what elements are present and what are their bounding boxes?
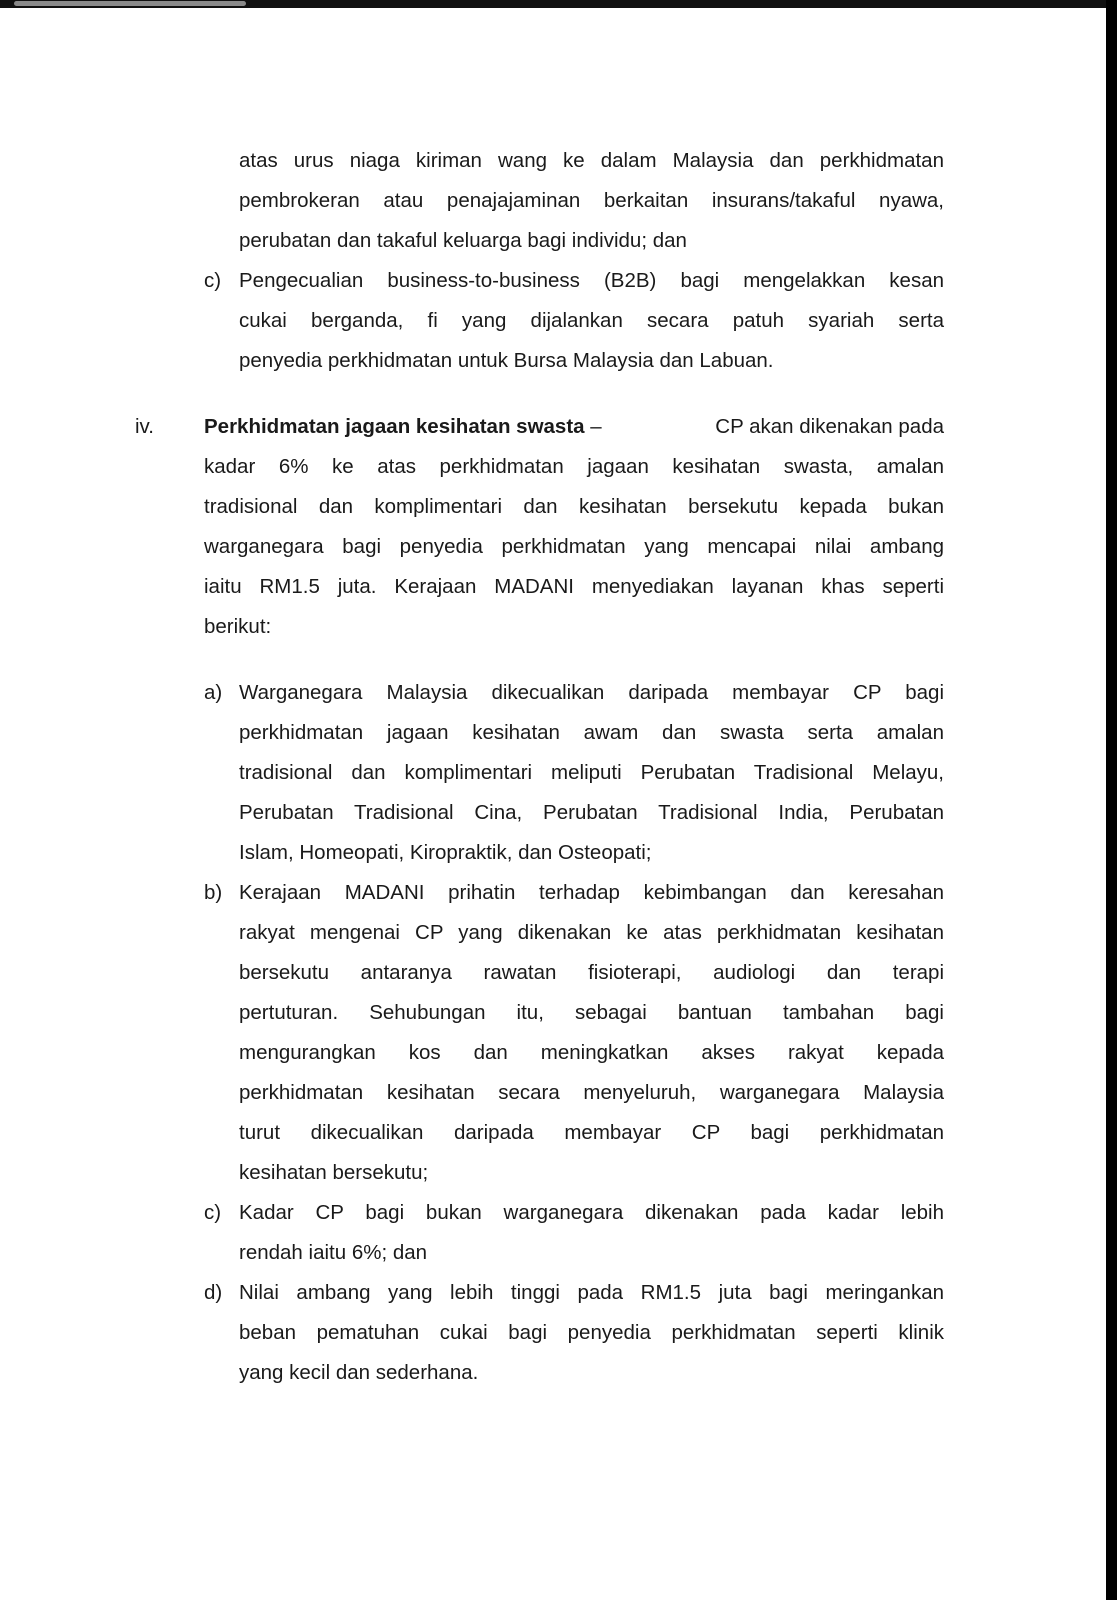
continuation-line: perubatan dan takaful keluarga bagi individu; dan <box>239 229 687 252</box>
list-item-line: Islam, Homeopati, Kiropraktik, dan Osteopati; <box>239 841 652 864</box>
list-marker: c) <box>204 1201 222 1224</box>
list-item-line: perkhidmatan kesihatan secara menyeluruh, warganegara Malaysia <box>239 1081 944 1104</box>
list-marker: c) <box>204 269 222 292</box>
list-item-line: Kadar CP bagi bukan warganegara dikenakan pada kadar lebih <box>239 1201 944 1224</box>
heading-dash: – <box>584 415 608 438</box>
list-marker: a) <box>204 681 223 704</box>
scroll-indicator <box>14 1 246 6</box>
list-item-line: rakyat mengenai CP yang dikenakan ke atas perkhidmatan kesihatan <box>239 921 944 944</box>
section-heading-line <box>204 407 944 447</box>
list-item-line: pertuturan. Sehubungan itu, sebagai bantuan tambahan bagi <box>239 1001 944 1024</box>
list-item-line: Pengecualian business-to-business (B2B) bagi mengelakkan kesan <box>239 269 944 292</box>
list-item-line: bersekutu antaranya rawatan fisioterapi, audiologi dan terapi <box>239 961 944 984</box>
section-heading-group <box>204 407 607 447</box>
continuation-line: atas urus niaga kiriman wang ke dalam Malaysia dan perkhidmatan <box>239 149 944 172</box>
list-item-line: mengurangkan kos dan meningkatkan akses rakyat kepada <box>239 1041 944 1064</box>
section-heading: Perkhidmatan jagaan kesihatan swasta <box>204 415 585 438</box>
section-paragraph-line: CP akan dikenakan pada <box>715 415 944 438</box>
viewer-right-edge <box>1106 0 1117 1600</box>
document-page <box>0 8 1106 1600</box>
list-item-line: rendah iaitu 6%; dan <box>239 1241 428 1264</box>
list-item-line: Nilai ambang yang lebih tinggi pada RM1.5 juta bagi meringankan <box>239 1281 944 1304</box>
list-item-line: Warganegara Malaysia dikecualikan daripada membayar CP bagi <box>239 681 944 704</box>
section-paragraph-line: tradisional dan komplimentari dan kesihatan bersekutu kepada bukan <box>204 495 944 518</box>
viewer-top-bar <box>0 0 1117 8</box>
list-item-line: Kerajaan MADANI prihatin terhadap kebimbangan dan keresahan <box>239 881 944 904</box>
section-numeral: iv. <box>135 415 154 438</box>
list-item-line: turut dikecualikan daripada membayar CP bagi perkhidmatan <box>239 1121 944 1144</box>
continuation-line: pembrokeran atau penajajaminan berkaitan insurans/takaful nyawa, <box>239 189 944 212</box>
section-paragraph-line: kadar 6% ke atas perkhidmatan jagaan kesihatan swasta, amalan <box>204 455 944 478</box>
list-item-line: perkhidmatan jagaan kesihatan awam dan swasta serta amalan <box>239 721 944 744</box>
section-paragraph-line: berikut: <box>204 615 272 638</box>
list-item-line: Perubatan Tradisional Cina, Perubatan Tradisional India, Perubatan <box>239 801 944 824</box>
list-item-line: kesihatan bersekutu; <box>239 1161 429 1184</box>
list-marker: b) <box>204 881 223 904</box>
list-item-line: beban pematuhan cukai bagi penyedia perkhidmatan seperti klinik <box>239 1321 944 1344</box>
list-item-line: tradisional dan komplimentari meliputi Perubatan Tradisional Melayu, <box>239 761 944 784</box>
list-item-line: yang kecil dan sederhana. <box>239 1361 479 1384</box>
section-paragraph-line: warganegara bagi penyedia perkhidmatan yang mencapai nilai ambang <box>204 535 944 558</box>
section-paragraph-line: iaitu RM1.5 juta. Kerajaan MADANI menyediakan layanan khas seperti <box>204 575 944 598</box>
list-marker: d) <box>204 1281 223 1304</box>
list-item-line: cukai berganda, fi yang dijalankan secara patuh syariah serta <box>239 309 944 332</box>
list-item-line: penyedia perkhidmatan untuk Bursa Malaysia dan Labuan. <box>239 349 774 372</box>
